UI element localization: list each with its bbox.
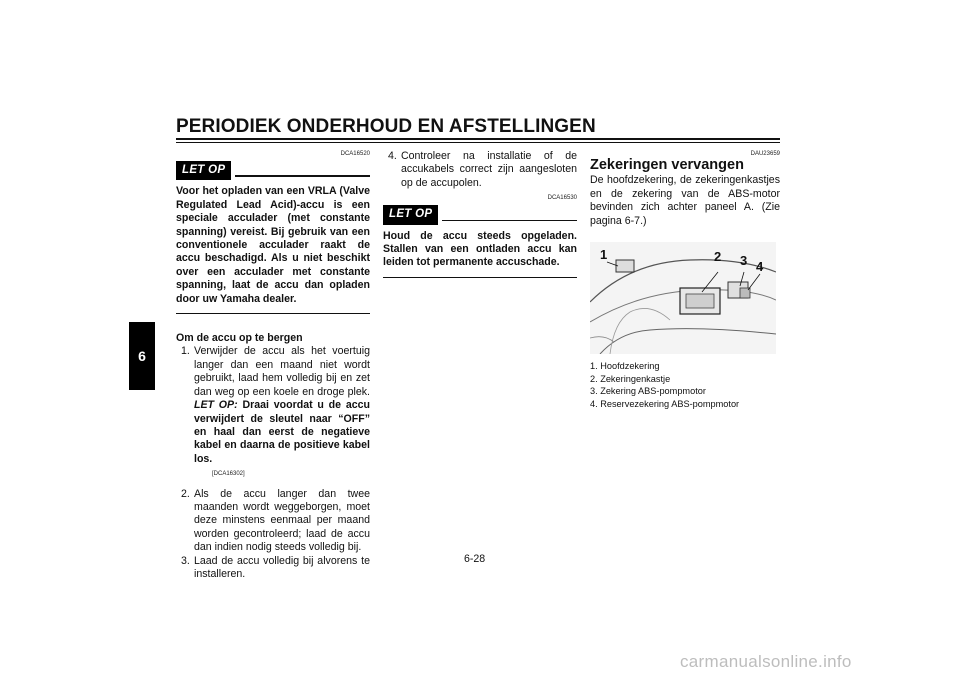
title-rule bbox=[176, 138, 780, 140]
list-item bbox=[176, 488, 370, 555]
step-text: Verwijder de accu als het voertuig langer dan een maand niet wordt gebruikt, laad hem volledig bij en zet dan weg op een koele en droge plek. bbox=[194, 345, 370, 398]
reference-code: DAU23659 bbox=[750, 151, 780, 157]
list-item bbox=[176, 345, 370, 481]
caution-badge: LET OP bbox=[383, 205, 438, 224]
step-number: 1. bbox=[181, 345, 190, 358]
caution-text: Houd de accu steeds opgeladen. Stallen van een ontladen accu kan leiden tot permanente accuschade. bbox=[383, 230, 577, 278]
reference-code: DCA16530 bbox=[547, 195, 577, 202]
inline-caution-label: LET OP: bbox=[194, 399, 238, 412]
column-middle bbox=[383, 150, 577, 278]
column-left bbox=[176, 150, 370, 581]
watermark: carmanualsonline.info bbox=[680, 652, 852, 671]
caution-header bbox=[383, 205, 577, 224]
step-text: Controleer na installatie of de accukabels correct zijn aangesloten op de accupolen. bbox=[401, 150, 577, 189]
section-title: Zekeringen vervangen bbox=[590, 157, 744, 173]
chapter-tab: 6 bbox=[129, 322, 155, 390]
storage-steps bbox=[176, 345, 370, 581]
step-text: Als de accu langer dan twee maanden wordt weggeborgen, moet deze minstens eenmaal per maand worden gecontroleerd; laad de accu dan indien nodig steeds volledig bij. bbox=[194, 487, 370, 554]
storage-heading: Om de accu op te bergen bbox=[176, 332, 303, 345]
reference-code: DCA16520 bbox=[340, 151, 370, 157]
callout-3: 3 bbox=[740, 253, 748, 269]
list-item: 4. Reservezekering ABS-pompmotor bbox=[590, 398, 740, 409]
column-right bbox=[590, 150, 780, 410]
inline-caution-text: Draai voordat u de accu verwijdert de sleutel naar “OFF” en haal dan eerst de negatieve kabel en daarna de positieve kabel los. bbox=[194, 399, 370, 465]
list-item: 3. Zekering ABS-pompmotor bbox=[590, 386, 706, 397]
list-item: 1. Hoofdzekering bbox=[590, 361, 660, 372]
caution-rule bbox=[235, 175, 370, 177]
caution-badge: LET OP bbox=[176, 161, 231, 180]
list-item bbox=[383, 150, 577, 190]
callout-4: 4 bbox=[756, 259, 764, 275]
step-number: 3. bbox=[181, 554, 190, 567]
caution-header bbox=[176, 161, 370, 180]
section-body: De hoofdzekering, de zekeringenkastjes en de zekering van de ABS-motor bevinden zich achter paneel A. (Zie pagina 6-7.) bbox=[590, 174, 780, 227]
list-item bbox=[176, 555, 370, 582]
caution-rule bbox=[442, 220, 577, 222]
fuse-diagram-illustration bbox=[590, 242, 776, 354]
list-item: 2. Zekeringenkastje bbox=[590, 373, 671, 384]
caution-text: Voor het opladen van een VRLA (Valve Regulated Lead Acid)-accu is een speciale acculader (met constante spanning) vereist. Bij gebruik van een conventionele acculader raakt de accu beschadigd. Als u niet beschikt over een acculader met constante spanning, laat de accu dan opladen door uw Yamaha dealer. bbox=[176, 185, 370, 314]
page-title: PERIODIEK ONDERHOUD EN AFSTELLINGEN bbox=[176, 116, 596, 137]
reference-code: [DCA16302] bbox=[212, 471, 245, 478]
install-steps bbox=[383, 150, 577, 190]
callout-2: 2 bbox=[714, 249, 722, 265]
step-number: 4. bbox=[388, 150, 397, 162]
title-rule-thin bbox=[176, 142, 780, 143]
step-number: 2. bbox=[181, 487, 190, 500]
page-number: 6-28 bbox=[464, 553, 486, 565]
fuse-location-figure bbox=[590, 242, 776, 354]
callout-1: 1 bbox=[600, 247, 608, 263]
figure-captions bbox=[590, 360, 780, 410]
step-text: Laad de accu volledig bij alvorens te installeren. bbox=[194, 554, 370, 580]
